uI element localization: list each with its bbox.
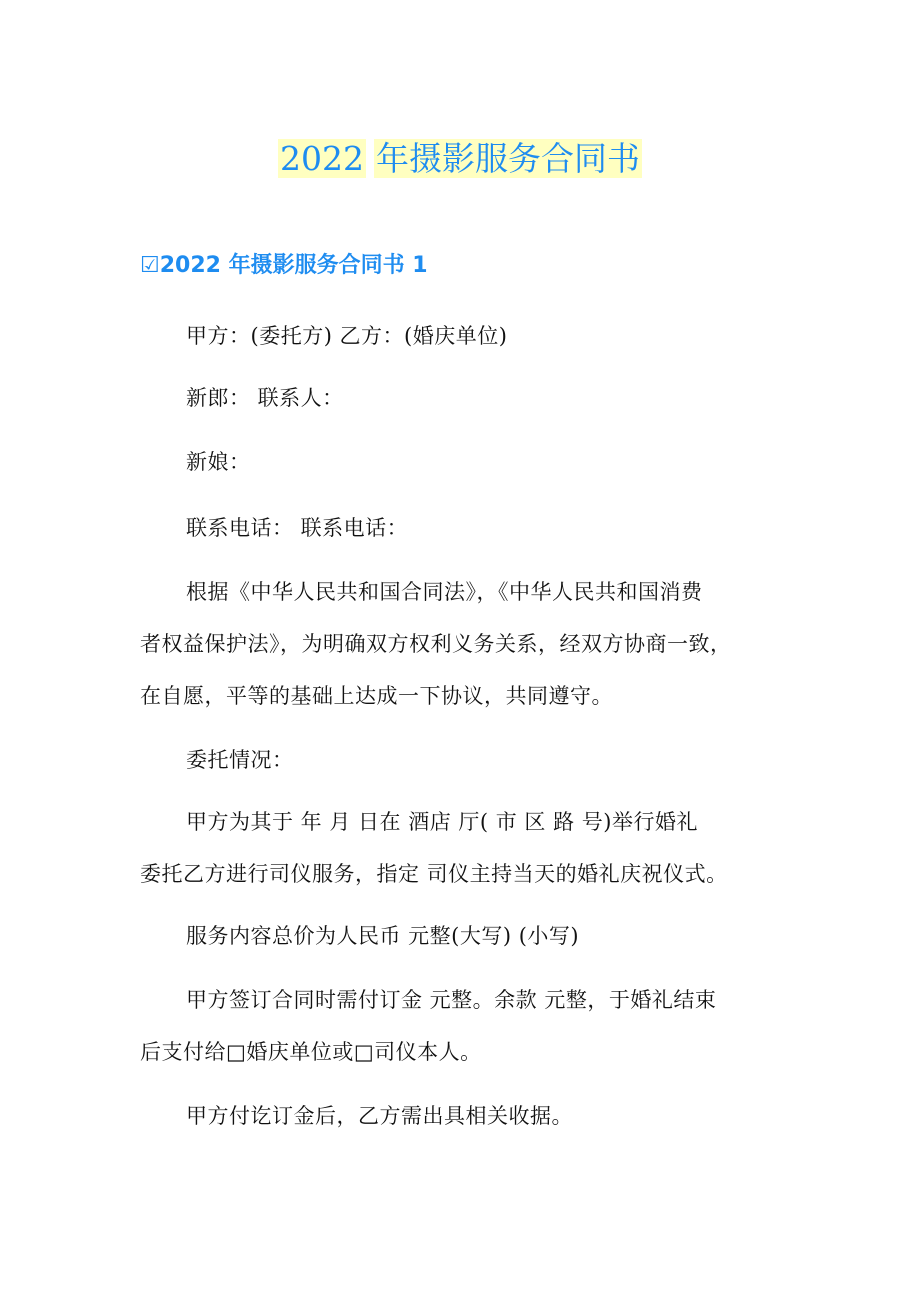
title-text: 年摄影服务合同书 [375, 139, 640, 178]
section-heading [140, 250, 428, 282]
paragraph-line: 新郎： 联系人： [186, 386, 344, 410]
paragraph-line: 服务内容总价为人民币 元整(大写) (小写) [186, 924, 580, 948]
title-year: 2022 [280, 139, 364, 178]
paragraph-line: 后支付给□婚庆单位或□司仪本人。 [140, 1040, 482, 1064]
paragraph-phone [140, 502, 780, 554]
paragraph-bride [140, 436, 780, 488]
paragraph-line: 甲方签订合同时需付订金 元整。余款 元整，于婚礼结束 [186, 988, 717, 1012]
paragraph-groom [140, 372, 780, 424]
checkbox-icon: ☑ [140, 253, 160, 278]
paragraph-total-price [140, 910, 780, 962]
paragraph-line: 联系电话： 联系电话： [186, 516, 409, 540]
paragraph-legal-basis [140, 566, 780, 722]
section-heading-text: 2022 年摄影服务合同书 1 [159, 253, 428, 278]
paragraph-parties [140, 310, 780, 362]
paragraph-receipt [140, 1090, 780, 1142]
paragraph-line: 者权益保护法》，为明确双方权利义务关系，经双方协商一致， [140, 632, 732, 656]
paragraph-line: 甲方：(委托方) 乙方：(婚庆单位) [186, 324, 508, 348]
paragraph-commission-heading [140, 734, 780, 786]
paragraph-line: 在自愿，平等的基础上达成一下协议，共同遵守。 [140, 684, 613, 708]
paragraph-line: 甲方付讫订金后，乙方需出具相关收据。 [186, 1104, 573, 1128]
paragraph-deposit [140, 974, 780, 1078]
paragraph-line: 根据《中华人民共和国合同法》，《中华人民共和国消费 [186, 580, 703, 604]
paragraph-line: 新娘： [186, 450, 251, 474]
paragraph-line: 委托乙方进行司仪服务，指定 司仪主持当天的婚礼庆祝仪式。 [140, 862, 728, 886]
paragraph-commission-details [140, 796, 780, 900]
paragraph-line: 甲方为其于 年 月 日在 酒店 厅( 市 区 路 号)举行婚礼 [186, 810, 698, 834]
document-title [0, 136, 920, 182]
paragraph-line: 委托情况： [186, 748, 294, 772]
